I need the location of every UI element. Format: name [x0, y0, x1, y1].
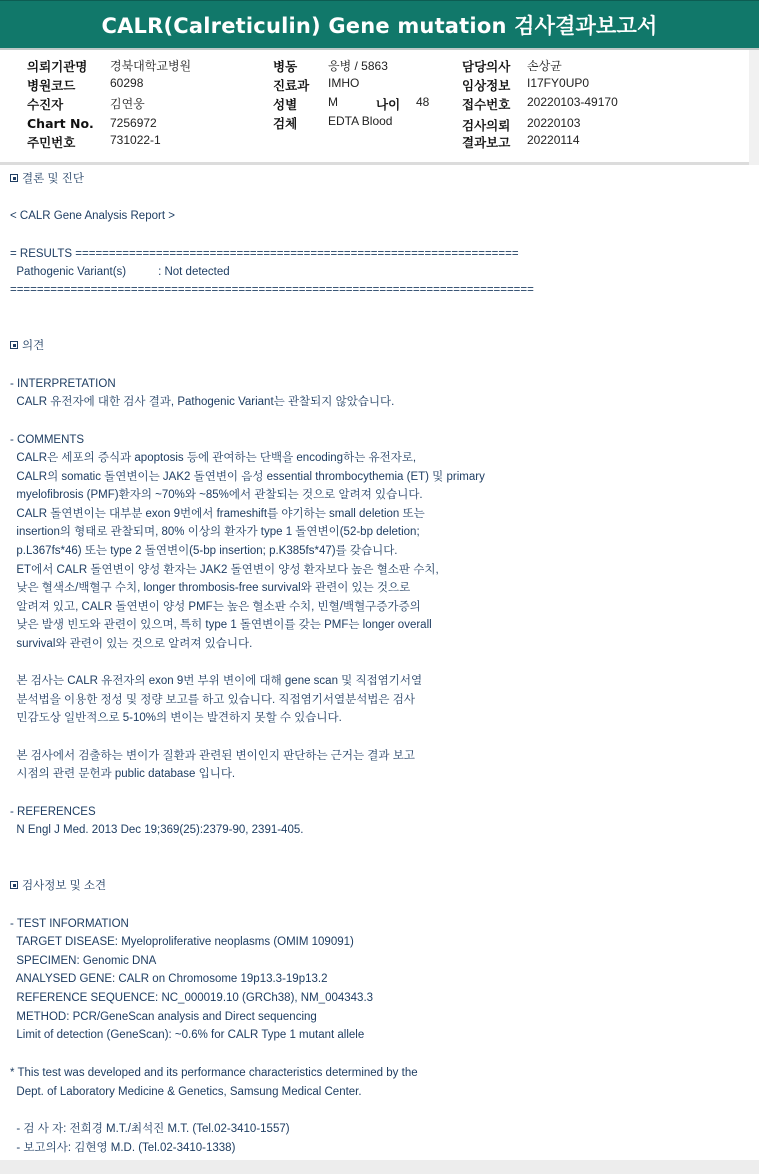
test-info-line: REFERENCE SEQUENCE: NC_000019.10 (GRCh38), NM_004343.3 — [10, 992, 374, 1004]
label-institution: 의뢰기관명 — [27, 59, 88, 74]
signature-line: - 보고의사: 김현영 M.D. (Tel.02-3410-1338) — [10, 1142, 236, 1154]
comment-line: 알려져 있고, CALR 돌연변이 양성 PMF는 높은 혈소판 수치, 빈혈/백혈구증가증의 — [10, 601, 421, 613]
comment-line: 본 검사는 CALR 유전자의 exon 9번 부위 변이에 대해 gene scan 및 직접염기서열 — [10, 675, 423, 687]
test-info-line: SPECIMEN: Genomic DNA — [10, 955, 157, 967]
comment-line: CALR 돌연변이는 대부분 exon 9번에서 frameshift를 야기하는 small deletion 또는 — [10, 508, 425, 520]
value-ward: 응병 / 5863 — [328, 59, 388, 73]
label-receipt-no: 접수번호 — [462, 97, 511, 112]
value-physician: 손상균 — [527, 59, 562, 73]
results-line: = RESULTS ================================================================== — [10, 248, 519, 260]
interpretation-heading: - INTERPRETATION — [10, 378, 116, 390]
comment-line: survival와 관련이 있는 것으로 알려져 있습니다. — [10, 638, 253, 650]
disclaimer-line: * This test was developed and its performance characteristics determined by the — [10, 1067, 418, 1079]
references-heading: - REFERENCES — [10, 806, 96, 818]
comment-line: 낮은 발생 빈도와 관련이 있으며, 특히 type 1 돌연변이를 갖는 PMF는 longer overall — [10, 619, 432, 631]
test-info-line: ANALYSED GENE: CALR on Chromosome 19p13.3-19p13.2 — [10, 973, 328, 985]
label-physician: 담당의사 — [462, 59, 511, 74]
section-heading: 결론 및 진단 — [22, 173, 84, 185]
test-info-line: Limit of detection (GeneScan): ~0.6% for CALR Type 1 mutant allele — [10, 1029, 365, 1041]
section-heading: 검사정보 및 소견 — [22, 880, 107, 892]
disclaimer-line: Dept. of Laboratory Medicine & Genetics, Samsung Medical Center. — [10, 1086, 362, 1098]
patient-info-panel — [0, 50, 759, 165]
label-specimen: 검체 — [273, 116, 298, 131]
comment-line: 분석법을 이용한 정성 및 정량 보고를 하고 있습니다. 직접염기서열분석법은 검사 — [10, 694, 415, 706]
value-institution: 경북대학교병원 — [110, 59, 192, 73]
rule-line: ============================================================================== — [10, 284, 534, 296]
value-report-date: 20220114 — [527, 133, 580, 147]
comment-line: ET에서 CALR 돌연변이 양성 환자는 JAK2 돌연변이 양성 환자보다 높은 혈소판 수치, — [10, 564, 439, 576]
section-box-icon — [10, 341, 18, 349]
label-ward: 병동 — [273, 59, 298, 74]
value-receipt-no: 20220103-49170 — [527, 95, 618, 109]
section-conclusion — [10, 172, 84, 186]
test-info-heading: - TEST INFORMATION — [10, 918, 129, 930]
interpretation-text: CALR 유전자에 대한 검사 결과, Pathogenic Variant는 관찰되지 않았습니다. — [10, 396, 395, 408]
section-box-icon — [10, 881, 18, 889]
value-sex: M — [328, 95, 338, 109]
label-patient: 수진자 — [27, 97, 64, 112]
comment-line: insertion의 형태로 관찰되며, 80% 이상의 환자가 type 1 돌연변이(52-bp deletion; — [10, 526, 420, 538]
label-report-date: 결과보고 — [462, 135, 511, 150]
section-test-info — [10, 879, 106, 893]
value-patient: 김연웅 — [110, 97, 145, 111]
comment-line: 민감도상 일반적으로 5-10%의 변이는 발견하지 못할 수 있습니다. — [10, 712, 342, 724]
comment-line: 본 검사에서 검출하는 변이가 질환과 관련된 변이인지 판단하는 근거는 결과 보고 — [10, 750, 415, 762]
signature-line: - 검 사 자: 전희경 M.T./최석진 M.T. (Tel.02-3410-1557) — [10, 1123, 290, 1135]
comment-line: CALR은 세포의 증식과 apoptosis 등에 관여하는 단백을 encoding하는 유전자로, — [10, 452, 417, 464]
label-age: 나이 — [376, 97, 401, 112]
scrollbar-track[interactable] — [749, 50, 759, 165]
comment-line: myelofibrosis (PMF)환자의 ~70%와 ~85%에서 관찰되는 것으로 알려져 있습니다. — [10, 489, 423, 501]
report-subtitle: < CALR Gene Analysis Report > — [10, 210, 175, 222]
section-box-icon — [10, 174, 18, 182]
comments-heading: - COMMENTS — [10, 434, 85, 446]
section-heading: 의견 — [22, 340, 45, 352]
section-opinion — [10, 339, 44, 353]
value-resident-no: 731022-1 — [110, 133, 161, 147]
label-sex: 성별 — [273, 97, 298, 112]
comment-line: p.L367fs*46) 또는 type 2 돌연변이(5-bp insertion; p.K385fs*47)를 갖습니다. — [10, 545, 398, 557]
label-hospital-code: 병원코드 — [27, 78, 76, 93]
report-title: CALR(Calreticulin) Gene mutation 검사결과보고서 — [0, 0, 759, 48]
reference-text: N Engl J Med. 2013 Dec 19;369(25):2379-90, 2391-405. — [10, 824, 304, 836]
value-clinical-info: I17FY0UP0 — [527, 76, 590, 90]
value-specimen: EDTA Blood — [328, 114, 393, 128]
value-age: 48 — [416, 95, 430, 109]
comment-line: 시점의 관련 문헌과 public database 입니다. — [10, 768, 236, 780]
comment-line: 낮은 혈색소/백혈구 수치, longer thrombosis-free survival와 관련이 있는 것으로 — [10, 582, 411, 594]
value-department: IMHO — [328, 76, 360, 90]
value-hospital-code: 60298 — [110, 76, 144, 90]
variant-line: Pathogenic Variant(s) : Not detected — [10, 266, 230, 278]
comment-line: CALR의 somatic 돌연변이는 JAK2 돌연변이 음성 essential thrombocythemia (ET) 및 primary — [10, 471, 485, 483]
label-chart-no: Chart No. — [27, 116, 94, 131]
label-clinical-info: 임상정보 — [462, 78, 511, 93]
bottom-scroll-area[interactable] — [0, 1160, 759, 1174]
value-request-date: 20220103 — [527, 116, 581, 130]
label-request-date: 검사의뢰 — [462, 118, 511, 133]
test-info-line: TARGET DISEASE: Myeloproliferative neoplasms (OMIM 109091) — [10, 936, 354, 948]
label-department: 진료과 — [273, 78, 310, 93]
value-chart-no: 7256972 — [110, 116, 157, 130]
label-resident-no: 주민번호 — [27, 135, 76, 150]
test-info-line: METHOD: PCR/GeneScan analysis and Direct sequencing — [10, 1011, 317, 1023]
